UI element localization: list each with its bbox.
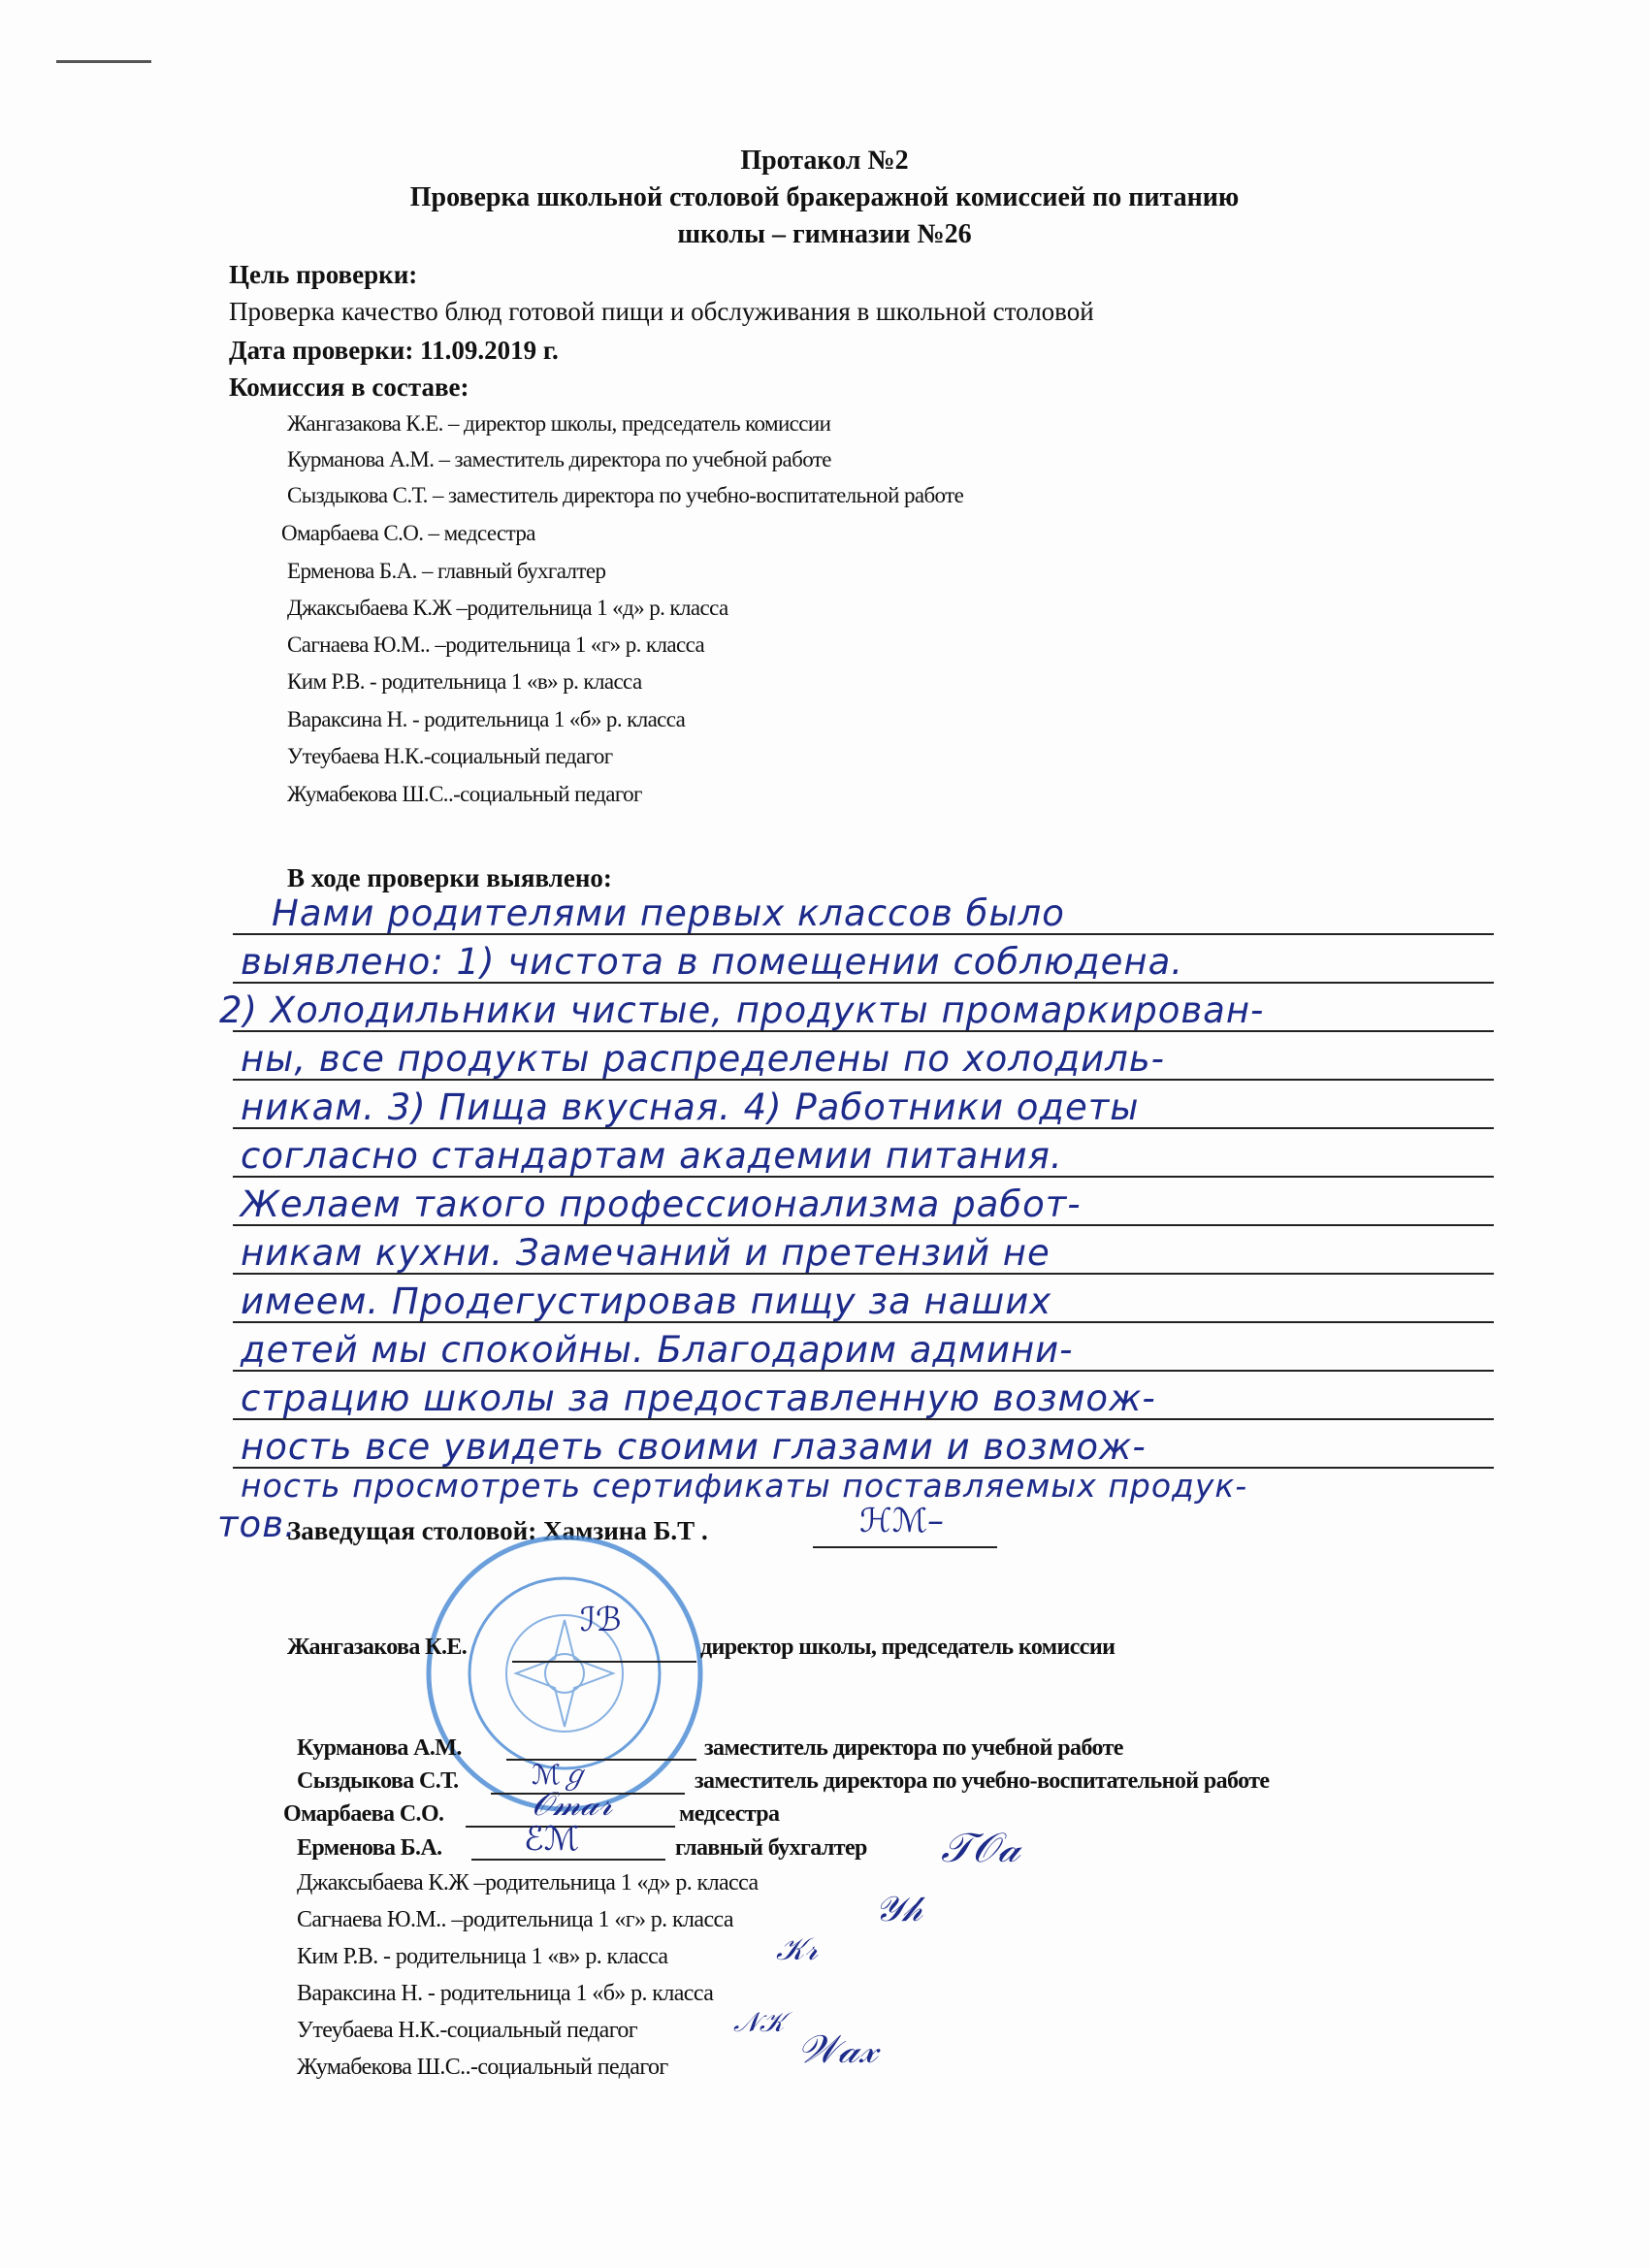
member-item: Жумабекова Ш.С..-социальный педагог [287, 782, 642, 806]
handwritten-line: тов. [217, 1504, 297, 1545]
commission-label: Комиссия в составе: [229, 373, 469, 402]
signature-line [512, 1661, 696, 1663]
handwritten-line: ны, все продукты распределены по холодиль- [241, 1038, 1165, 1080]
handwritten-line: ность все увидеть своими глазами и возмож- [241, 1426, 1147, 1468]
signer-name: Жангазакова К.Е. [287, 1635, 468, 1660]
parent-signature-icon: 𝒩𝒦 [733, 2006, 785, 2038]
signature-line [471, 1859, 665, 1861]
member-item: Курманова А.М. – заместитель директора по учебной работе [287, 447, 831, 471]
member-item: Омарбаева С.О. – медсестра [281, 521, 535, 545]
member-item: Сагнаева Ю.М.. –родительница 1 «г» р. класса [287, 632, 705, 657]
parent-signer: Сагнаева Ю.М.. –родительница 1 «г» р. класса [297, 1907, 733, 1932]
signer-role: главный бухгалтер [675, 1835, 867, 1861]
title-line-2: Проверка школьной столовой бракеражной комиссией по питанию [409, 182, 1240, 212]
handwritten-line: 2) Холодильники чистые, продукты промаркирован- [219, 989, 1265, 1031]
handwritten-line: Желаем такого профессионализма работ- [241, 1183, 1082, 1225]
purpose-label: Цель проверки: [229, 260, 418, 289]
parent-signature-icon: 𝒦𝓇 [776, 1930, 819, 1967]
manager-signature-icon: ℋℳ– [859, 1502, 944, 1540]
member-item: Ким Р.В. - родительница 1 «в» р. класса [287, 669, 642, 694]
accountant-signature-icon: ℰℳ [524, 1820, 579, 1859]
purpose-text: Проверка качество блюд готовой пищи и обслуживания в школьной столовой [229, 297, 1094, 326]
canteen-manager-line: Заведущая столовой: Хамзина Б.Т . [287, 1516, 708, 1545]
parent-signature-icon: 𝒴𝒽 [875, 1890, 922, 1929]
member-item: Джаксыбаева К.Ж –родительница 1 «д» р. класса [287, 596, 728, 620]
handwritten-line: никам. 3) Пища вкусная. 4) Работники одеты [241, 1086, 1140, 1128]
signature-line [813, 1546, 997, 1548]
member-item: Сыздыкова С.Т. – заместитель директора по учебно-воспитательной работе [287, 483, 964, 507]
handwritten-line: согласно стандартам академии питания. [241, 1135, 1063, 1177]
handwritten-line: детей мы спокойны. Благодарим админи- [241, 1329, 1074, 1371]
member-item: Ерменова Б.А. – главный бухгалтер [287, 559, 606, 583]
signer-role: директор школы, председатель комиссии [700, 1635, 1116, 1660]
scan-corner-mark [56, 60, 151, 63]
signer-name: Сыздыкова С.Т. [297, 1768, 459, 1794]
signer-role: медсестра [679, 1801, 780, 1827]
member-item: Варaксина Н. - родительница 1 «б» р. класса [287, 707, 686, 731]
handwritten-line: выявлено: 1) чистота в помещении соблюдена. [241, 941, 1184, 983]
parent-signer: Утеубаева Н.К.-социальный педагог [297, 2018, 638, 2043]
signer-role: заместитель директора по учебно-воспитательной работе [695, 1768, 1270, 1794]
director-signature-icon: ℐℬ [580, 1601, 622, 1639]
findings-label: В ходе проверки выявлено: [287, 863, 612, 892]
parent-signer: Джаксыбаева К.Ж –родительница 1 «д» р. класса [297, 1870, 759, 1895]
nurse-signature-icon: 𝒪𝓂𝒶𝓇 [532, 1785, 613, 1824]
title-line-3: школы – гимназии №26 [677, 219, 972, 249]
signer-role: заместитель директора по учебной работе [704, 1735, 1123, 1761]
signer-name: Курманова А.М. [297, 1735, 462, 1761]
handwritten-line: страцию школы за предоставленную возмож- [241, 1377, 1156, 1419]
parent-signer: Жумабекова Ш.С..-социальный педагог [297, 2055, 668, 2080]
parent-signer: Варaксина Н. - родительница 1 «б» р. класса [297, 1981, 714, 2006]
deputy-signature-icon: ℳℊ [532, 1759, 588, 1791]
parent-signature-icon: 𝒲𝒶𝓍 [797, 2027, 878, 2072]
handwritten-line: никам кухни. Замечаний и претензий не [241, 1232, 1051, 1274]
title-line-1: Протакол №2 [740, 146, 909, 176]
handwritten-line: Нами родителями первых классов было [272, 892, 1065, 934]
handwritten-line: ность просмотреть сертификаты поставляемых продук- [241, 1467, 1248, 1505]
handwritten-line: имеем. Продегустировав пищу за наших [241, 1280, 1052, 1322]
signer-name: Ерменова Б.А. [297, 1835, 442, 1861]
member-item: Утеубаева Н.К.-социальный педагог [287, 744, 613, 768]
check-date: Дата проверки: 11.09.2019 г. [229, 336, 559, 365]
member-item: Жангазакова К.Е. – директор школы, председатель комиссии [287, 411, 831, 436]
parent-signer: Ким Р.В. - родительница 1 «в» р. класса [297, 1944, 668, 1969]
parent-signature-icon: 𝒯𝒪𝒶 [941, 1824, 1020, 1871]
signer-name: Омарбаева С.О. [283, 1801, 444, 1827]
